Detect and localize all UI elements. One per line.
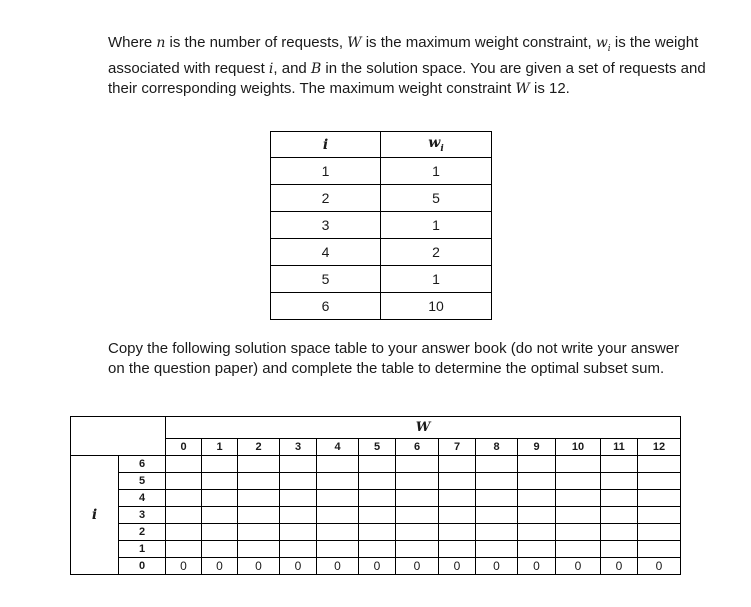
empty-cell	[601, 507, 638, 524]
column-header: 12	[638, 439, 681, 456]
zero-cell: 0	[638, 558, 681, 575]
empty-cell	[396, 490, 439, 507]
empty-cell	[556, 456, 601, 473]
column-header: 11	[601, 439, 638, 456]
empty-cell	[317, 524, 359, 541]
empty-cell	[439, 524, 476, 541]
empty-cell	[280, 507, 317, 524]
empty-cell	[317, 473, 359, 490]
empty-cell	[518, 507, 556, 524]
empty-cell	[280, 473, 317, 490]
weights-row	[271, 212, 492, 239]
weights-row	[271, 239, 492, 266]
column-header: 2	[238, 439, 280, 456]
table-row	[71, 490, 681, 507]
empty-cell	[238, 507, 280, 524]
empty-cell	[638, 456, 681, 473]
empty-cell	[518, 456, 556, 473]
empty-cell	[556, 507, 601, 524]
empty-cell	[601, 490, 638, 507]
var-n: n	[156, 35, 166, 51]
request-weight: 2	[381, 239, 492, 266]
column-header: 1	[202, 439, 238, 456]
empty-cell	[166, 541, 202, 558]
table-row	[71, 456, 681, 473]
var-B: B	[310, 60, 322, 77]
var-W: W	[347, 35, 362, 51]
row-label: 3	[119, 507, 166, 524]
empty-cell	[556, 473, 601, 490]
empty-cell	[638, 541, 681, 558]
zero-cell: 0	[439, 558, 476, 575]
corner-cell	[71, 417, 166, 456]
table-row	[71, 558, 681, 575]
table-row	[71, 541, 681, 558]
empty-cell	[317, 541, 359, 558]
empty-cell	[280, 490, 317, 507]
empty-cell	[439, 456, 476, 473]
request-index: 5	[271, 266, 381, 293]
request-index: 1	[271, 158, 381, 185]
empty-cell	[556, 524, 601, 541]
empty-cell	[439, 541, 476, 558]
empty-cell	[396, 507, 439, 524]
weights-row	[271, 158, 492, 185]
empty-cell	[476, 473, 518, 490]
zero-cell: 0	[359, 558, 396, 575]
empty-cell	[238, 473, 280, 490]
empty-cell	[202, 456, 238, 473]
column-header: 8	[476, 439, 518, 456]
empty-cell	[202, 524, 238, 541]
empty-cell	[638, 473, 681, 490]
empty-cell	[359, 473, 396, 490]
request-weight: 10	[381, 293, 492, 320]
empty-cell	[202, 473, 238, 490]
empty-cell	[439, 473, 476, 490]
empty-cell	[166, 507, 202, 524]
empty-cell	[601, 524, 638, 541]
empty-cell	[439, 490, 476, 507]
empty-cell	[638, 507, 681, 524]
empty-cell	[601, 473, 638, 490]
empty-cell	[396, 473, 439, 490]
empty-cell	[556, 541, 601, 558]
row-label: 5	[119, 473, 166, 490]
empty-cell	[280, 541, 317, 558]
empty-cell	[396, 541, 439, 558]
empty-cell	[317, 490, 359, 507]
request-index: 3	[271, 212, 381, 239]
request-weight: 1	[381, 212, 492, 239]
empty-cell	[238, 541, 280, 558]
request-index: 2	[271, 185, 381, 212]
column-header: 5	[359, 439, 396, 456]
empty-cell	[166, 490, 202, 507]
w-axis-label: W	[166, 417, 681, 439]
empty-cell	[166, 473, 202, 490]
empty-cell	[638, 490, 681, 507]
column-header: 7	[439, 439, 476, 456]
row-label: 1	[119, 541, 166, 558]
empty-cell	[317, 456, 359, 473]
column-header: 9	[518, 439, 556, 456]
empty-cell	[166, 456, 202, 473]
empty-cell	[166, 524, 202, 541]
empty-cell	[280, 524, 317, 541]
request-index: 6	[271, 293, 381, 320]
column-header: 0	[166, 439, 202, 456]
empty-cell	[396, 456, 439, 473]
zero-cell: 0	[476, 558, 518, 575]
weights-row	[271, 185, 492, 212]
zero-cell: 0	[601, 558, 638, 575]
weights-row	[271, 266, 492, 293]
empty-cell	[601, 456, 638, 473]
w-label-row	[71, 417, 681, 439]
empty-cell	[202, 507, 238, 524]
i-axis-label: i	[71, 456, 119, 575]
empty-cell	[359, 507, 396, 524]
empty-cell	[518, 473, 556, 490]
request-weight: 1	[381, 266, 492, 293]
zero-cell: 0	[396, 558, 439, 575]
weights-row	[271, 293, 492, 320]
table-row	[71, 524, 681, 541]
zero-cell: 0	[238, 558, 280, 575]
empty-cell	[476, 456, 518, 473]
empty-cell	[317, 507, 359, 524]
zero-cell: 0	[317, 558, 359, 575]
zero-cell: 0	[556, 558, 601, 575]
zero-cell: 0	[518, 558, 556, 575]
var-W: W	[515, 80, 530, 97]
row-label: 0	[119, 558, 166, 575]
empty-cell	[359, 541, 396, 558]
empty-cell	[439, 507, 476, 524]
row-label: 6	[119, 456, 166, 473]
empty-cell	[359, 524, 396, 541]
empty-cell	[601, 541, 638, 558]
empty-cell	[280, 456, 317, 473]
empty-cell	[518, 541, 556, 558]
header-w-i: $w_i$	[381, 132, 492, 158]
zero-cell: 0	[202, 558, 238, 575]
problem-statement: Where n is the number of requests, W is the maximum weight constraint, $w_i$ is the weight associated with request i, and B in the solution space. You are given a set of requests and their corresponding weights. The maximum weight constraint W is 12.	[108, 34, 706, 97]
empty-cell	[476, 524, 518, 541]
empty-cell	[476, 541, 518, 558]
weights-table	[270, 131, 492, 320]
column-header: 10	[556, 439, 601, 456]
request-weight: 1	[381, 158, 492, 185]
empty-cell	[238, 456, 280, 473]
column-header: 6	[396, 439, 439, 456]
table-row	[71, 473, 681, 490]
empty-cell	[396, 524, 439, 541]
table-row	[71, 507, 681, 524]
request-weight: 5	[381, 185, 492, 212]
empty-cell	[238, 524, 280, 541]
instruction-text: Copy the following solution space table to your answer book (do not write your answer on the question paper) and complete the table to determine the optimal subset sum.	[108, 340, 680, 377]
empty-cell	[638, 524, 681, 541]
empty-cell	[518, 524, 556, 541]
zero-cell: 0	[166, 558, 202, 575]
column-header: 4	[317, 439, 359, 456]
empty-cell	[476, 490, 518, 507]
empty-cell	[202, 541, 238, 558]
empty-cell	[556, 490, 601, 507]
row-label: 2	[119, 524, 166, 541]
var-i: i	[268, 60, 274, 77]
empty-cell	[476, 507, 518, 524]
zero-cell: 0	[280, 558, 317, 575]
empty-cell	[359, 490, 396, 507]
column-header: 3	[280, 439, 317, 456]
empty-cell	[518, 490, 556, 507]
row-label: 4	[119, 490, 166, 507]
request-index: 4	[271, 239, 381, 266]
empty-cell	[238, 490, 280, 507]
empty-cell	[202, 490, 238, 507]
solution-space-table	[70, 416, 681, 575]
var-w-i: $w_i$	[595, 35, 611, 54]
empty-cell	[359, 456, 396, 473]
header-i: i	[271, 132, 381, 158]
